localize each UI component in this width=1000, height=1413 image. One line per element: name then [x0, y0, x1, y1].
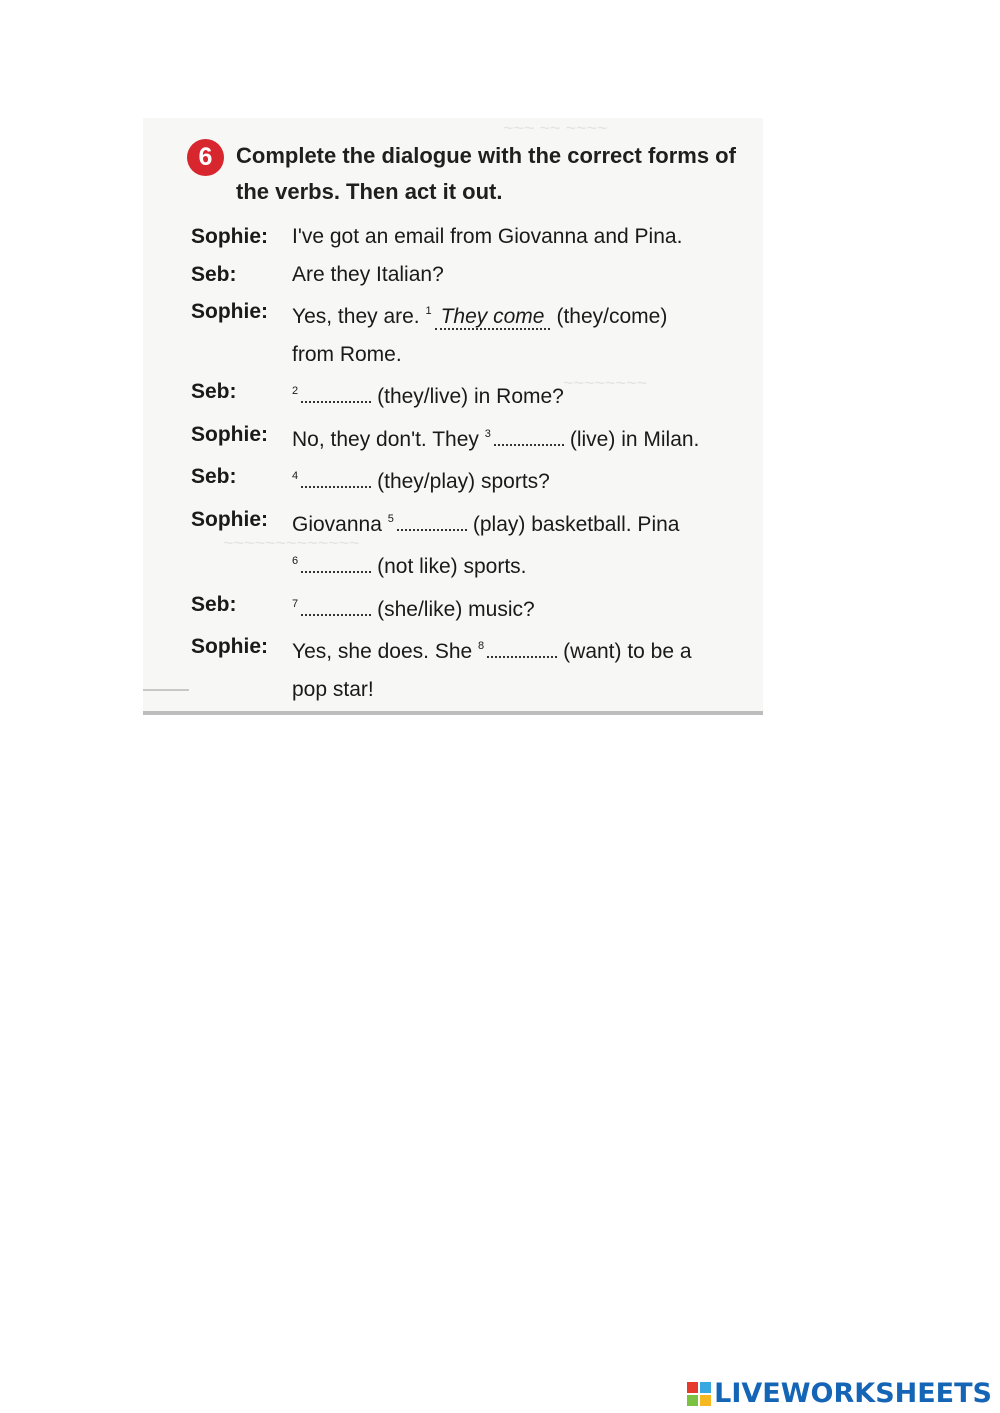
gap-number: 8 — [478, 640, 485, 652]
speaker-name: Sophie: — [191, 300, 268, 323]
answer-blank[interactable] — [301, 385, 371, 403]
speech-segment: I've got an email from Giovanna and Pina. — [292, 225, 683, 248]
speech-text — [292, 336, 763, 374]
gap-number: 2 — [292, 385, 299, 397]
speech-segment: Are they Italian? — [292, 262, 444, 286]
logo-grid-icon — [687, 1382, 711, 1406]
speech-text — [292, 671, 763, 709]
speaker-name — [191, 543, 292, 586]
speaker-name: Sophie: — [191, 422, 268, 446]
speech-text — [292, 293, 763, 336]
dialogue — [191, 218, 763, 708]
speech-segment: (they/live) in Rome? — [377, 385, 564, 408]
answer-blank[interactable] — [301, 598, 371, 616]
speaker-name: Sophie: — [191, 225, 268, 248]
speech-segment: (live) in Milan. — [569, 427, 700, 451]
gap-number: 6 — [292, 555, 299, 567]
show-through-text: ~~~ ~~ ~~~~ — [503, 118, 608, 138]
page-edge-mark — [143, 689, 189, 691]
dialogue-line — [191, 458, 763, 501]
speaker-name: Sophie: — [191, 507, 268, 531]
speech-segment: (they/come) — [556, 305, 668, 328]
show-through-text: ~~~~~~~~ — [563, 373, 648, 393]
speech-text — [292, 501, 763, 544]
dialogue-line — [191, 373, 763, 416]
speech-text — [292, 543, 763, 586]
dialogue-line — [191, 416, 763, 459]
answer-blank[interactable] — [301, 555, 371, 573]
answer-blank[interactable] — [494, 428, 564, 446]
speaker-name: Sophie: — [191, 635, 268, 658]
dialogue-line — [191, 336, 763, 374]
speech-segment: Yes, she does. She — [292, 640, 479, 663]
speech-segment: (she/like) music? — [377, 597, 535, 621]
speech-text — [292, 373, 763, 416]
speech-segment: Giovanna — [292, 512, 388, 536]
answer-blank[interactable] — [487, 640, 557, 658]
speech-text — [292, 458, 763, 501]
speech-text — [292, 628, 763, 671]
dialogue-line — [191, 218, 763, 256]
gap-number: 5 — [387, 512, 394, 525]
show-through-text: ~~~~~~~~~~~~~ — [223, 533, 360, 553]
logo-text: LIVEWORKSHEETS — [714, 1378, 992, 1409]
speaker-name — [191, 671, 292, 709]
dialogue-line — [191, 293, 763, 336]
speaker-name: Seb: — [191, 380, 237, 403]
dialogue-line — [191, 586, 763, 629]
speech-segment: Yes, they are. — [292, 305, 426, 328]
dialogue-line — [191, 501, 763, 544]
dialogue-line — [191, 543, 763, 586]
speech-text — [292, 256, 763, 294]
gap-number: 4 — [292, 470, 299, 482]
worksheet-scan — [143, 118, 763, 715]
dialogue-line — [191, 256, 763, 294]
speech-text — [292, 586, 763, 629]
speech-segment: from Rome. — [292, 342, 402, 366]
speaker-name — [191, 336, 292, 374]
dialogue-line — [191, 671, 763, 709]
example-answer: They come — [435, 306, 551, 330]
speech-text — [292, 416, 763, 459]
speaker-name: Seb: — [191, 465, 237, 488]
speaker-name: Seb: — [191, 592, 237, 616]
exercise-instruction: Complete the dialogue with the correct forms of the verbs. Then act it out. — [236, 143, 736, 204]
speech-segment: (play) basketball. Pina — [472, 512, 680, 536]
speech-segment: (not like) sports. — [377, 555, 527, 578]
answer-blank[interactable] — [397, 513, 467, 531]
answer-blank[interactable] — [301, 470, 371, 488]
speech-segment: pop star! — [292, 677, 374, 701]
speaker-name: Seb: — [191, 262, 237, 286]
gap-number: 3 — [484, 427, 491, 440]
exercise-number-badge: 6 — [187, 139, 224, 176]
gap-number: 1 — [425, 305, 432, 317]
gap-number: 7 — [292, 597, 299, 610]
speech-text — [292, 218, 763, 256]
liveworksheets-logo — [687, 1378, 992, 1409]
speech-segment: (they/play) sports? — [377, 470, 550, 493]
speech-segment: No, they don't. They — [292, 427, 485, 451]
dialogue-line — [191, 628, 763, 671]
exercise-header — [187, 138, 756, 210]
speech-segment: (want) to be a — [563, 640, 692, 663]
